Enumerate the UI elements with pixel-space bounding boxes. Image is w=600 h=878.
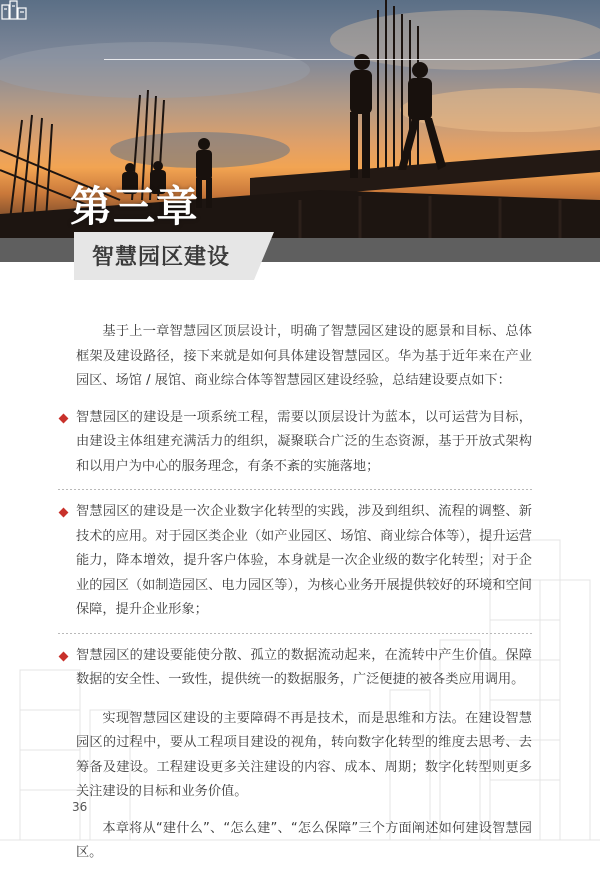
chapter-subtitle: 智慧园区建设 (92, 245, 231, 270)
bullet-divider (58, 489, 532, 490)
second-paragraph: 实现智慧园区建设的主要障碍不再是技术，而是思维和方法。在建设智慧园区的过程中，要从工程项目建设的视角，转向数字化转型的维度去思考、去筹备及建设。工程建设更多关注建设的内容、成本、周期；数字化转型则更多关注建设的目标和业务价值。 (76, 710, 532, 799)
header-rule (104, 59, 600, 60)
chapter-banner (0, 0, 600, 262)
page-number: 36 (72, 800, 88, 814)
chapter-body (76, 320, 532, 878)
closing-paragraph: 本章将从“建什么”、“怎么建”、“怎么保障”三个方面阐述如何建设智慧园区。 (76, 820, 532, 860)
chapter-title: 第三章 (70, 182, 200, 231)
intro-paragraph: 基于上一章智慧园区顶层设计，明确了智慧园区建设的愿景和目标、总体框架及建设路径，接下来就是如何具体建设智慧园区。华为基于近年来在产业园区、场馆 / 展馆、商业综合体等智慧园区建设经验，总结建设要点如下： (76, 324, 532, 388)
building-logo-icon (0, 0, 28, 20)
bullet-item-3: 智慧园区的建设要能使分散、孤立的数据流动起来，在流转中产生价值。保障数据的安全性、一致性，提供统一的数据服务，广泛便捷的被各类应用调用。 (58, 644, 532, 693)
bullet-divider (58, 633, 532, 634)
bullet-item-1: 智慧园区的建设是一项系统工程，需要以顶层设计为蓝本，以可运营为目标，由建设主体组建充满活力的组织，凝聚联合广泛的生态资源，基于开放式架构和以用户为中心的服务理念，有条不紊的实施落地； (58, 406, 532, 480)
bullet-item-2: 智慧园区的建设是一次企业数字化转型的实践，涉及到组织、流程的调整、新技术的应用。对于园区类企业（如产业园区、场馆、商业综合体等），提升运营能力，降本增效，提升客户体验，本身就是一次企业级的数字化转型；对于企业的园区（如制造园区、电力园区等），为核心业务开展提供较好的环境和空间保障，提升企业形象； (58, 500, 532, 623)
